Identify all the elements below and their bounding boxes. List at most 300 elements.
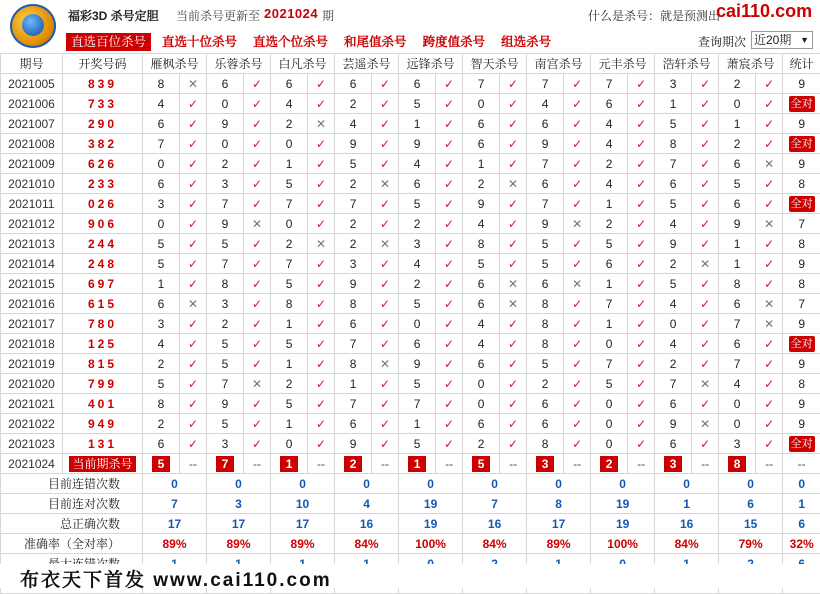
cross-icon: ✕ [372,354,399,374]
kill-value-cell: 9 [335,134,372,154]
kill-value-cell: 0 [271,134,308,154]
check-icon: ✓ [628,234,655,254]
kill-value-cell: 8 [335,294,372,314]
kill-value-cell: 6 [527,174,564,194]
kill-value-cell: 4 [591,174,628,194]
kill-value-cell: 4 [591,114,628,134]
kill-value-cell: 7 [463,74,500,94]
pending-cell: -- [180,454,207,474]
period-cell: 2021012 [1,214,63,234]
cross-icon: ✕ [564,214,591,234]
kill-value-cell: 2 [463,174,500,194]
current-kill-cell [527,454,564,474]
stats-value: 15 [719,514,783,534]
check-icon: ✓ [500,414,527,434]
kill-value-cell: 7 [527,194,564,214]
kill-value-cell: 6 [591,254,628,274]
kill-value-cell: 4 [143,334,180,354]
kill-value-cell: 3 [207,174,244,194]
kill-value-cell: 6 [143,294,180,314]
kill-value-cell: 6 [719,154,756,174]
period-select[interactable] [751,31,813,49]
kill-value-cell: 8 [463,234,500,254]
check-icon: ✓ [372,114,399,134]
kill-value-cell: 0 [207,94,244,114]
kill-value-cell: 6 [527,274,564,294]
draw-number-cell: 626 [63,154,143,174]
kill-value-cell: 6 [335,74,372,94]
stats-value: 0 [463,474,527,494]
kill-value-cell: 4 [591,134,628,154]
cross-icon: ✕ [756,314,783,334]
check-icon: ✓ [244,194,271,214]
kill-value-cell: 3 [399,234,436,254]
kill-value-cell: 8 [527,294,564,314]
stats-value: 4 [335,494,399,514]
stats-value: 0 [591,474,655,494]
check-icon: ✓ [564,254,591,274]
page-header [0,0,820,56]
kill-value-cell: 0 [719,414,756,434]
check-icon: ✓ [692,294,719,314]
table-row [1,174,820,194]
kill-value-cell: 1 [271,354,308,374]
kill-value-cell: 9 [527,134,564,154]
kill-value-cell: 6 [399,74,436,94]
kill-value-cell: 1 [719,234,756,254]
kill-value-cell: 3 [207,434,244,454]
stats-value: 6 [783,514,820,534]
period-cell: 2021019 [1,354,63,374]
check-icon: ✓ [756,134,783,154]
check-icon: ✓ [500,314,527,334]
stats-value: 100% [399,534,463,554]
kill-value-cell: 2 [463,434,500,454]
stats-value: 17 [527,514,591,534]
cross-icon: ✕ [308,114,335,134]
stats-row [1,494,820,514]
check-icon: ✓ [372,414,399,434]
kill-value-cell: 9 [207,114,244,134]
kill-value-cell: 1 [655,94,692,114]
draw-number-cell: 733 [63,94,143,114]
kill-value-cell: 2 [143,414,180,434]
pending-cell: -- [308,454,335,474]
kill-value-cell: 5 [143,374,180,394]
current-kill-value: 5 [152,456,170,472]
check-icon: ✓ [180,174,207,194]
stats-value: 0 [399,474,463,494]
check-icon: ✓ [756,414,783,434]
check-icon: ✓ [500,74,527,94]
check-icon: ✓ [692,334,719,354]
site-logo[interactable] [10,4,56,48]
kill-value-cell: 6 [655,434,692,454]
check-icon: ✓ [436,414,463,434]
check-icon: ✓ [308,94,335,114]
check-icon: ✓ [692,394,719,414]
stats-row [1,534,820,554]
kill-value-cell: 7 [719,354,756,374]
kill-value-cell: 7 [719,314,756,334]
check-icon: ✓ [692,174,719,194]
kill-value-cell: 1 [143,274,180,294]
stats-value: 16 [335,514,399,534]
stat-cell: -- [783,454,820,474]
cross-icon: ✕ [500,174,527,194]
stats-value: 100% [591,534,655,554]
draw-number-cell: 244 [63,234,143,254]
check-icon: ✓ [500,154,527,174]
period-cell: 2021018 [1,334,63,354]
kill-value-cell: 0 [463,394,500,414]
kill-value-cell: 0 [271,434,308,454]
check-icon: ✓ [244,434,271,454]
cross-icon: ✕ [308,234,335,254]
kill-value-cell: 8 [527,314,564,334]
kill-value-cell: 2 [655,254,692,274]
stats-value: 89% [271,534,335,554]
kill-value-cell: 5 [463,254,500,274]
pending-cell: -- [756,454,783,474]
kill-value-cell: 5 [271,334,308,354]
kill-value-cell: 7 [655,374,692,394]
stat-cell [783,94,820,114]
stat-cell: 9 [783,254,820,274]
stats-value: 1 [783,494,820,514]
kill-value-cell: 0 [591,414,628,434]
check-icon: ✓ [564,194,591,214]
check-icon: ✓ [500,134,527,154]
check-icon: ✓ [692,434,719,454]
check-icon: ✓ [628,334,655,354]
stats-value: 0 [719,474,783,494]
table-row [1,254,820,274]
check-icon: ✓ [308,214,335,234]
tab-kill-type[interactable]: 和尾值杀号 [339,33,412,51]
kill-value-cell: 6 [335,314,372,334]
stat-cell [783,194,820,214]
check-icon: ✓ [756,114,783,134]
stats-value: 19 [399,494,463,514]
check-icon: ✓ [244,174,271,194]
kill-value-cell: 7 [591,354,628,374]
check-icon: ✓ [180,414,207,434]
check-icon: ✓ [180,154,207,174]
check-icon: ✓ [308,194,335,214]
period-cell: 2021021 [1,394,63,414]
kill-value-cell: 0 [591,394,628,414]
current-kill-value: 2 [600,456,618,472]
kill-value-cell: 6 [335,414,372,434]
kill-value-cell: 9 [463,194,500,214]
check-icon: ✓ [436,94,463,114]
header-expert: 白凡杀号 [271,54,335,74]
period-cell: 2021013 [1,234,63,254]
check-icon: ✓ [628,154,655,174]
check-icon: ✓ [756,94,783,114]
update-label: 当前杀号更新至 [176,7,260,24]
cross-icon: ✕ [500,274,527,294]
draw-number-cell: 799 [63,374,143,394]
kill-value-cell: 2 [719,74,756,94]
kill-value-cell: 7 [527,154,564,174]
kill-value-cell: 8 [143,394,180,414]
kill-value-cell: 0 [591,434,628,454]
check-icon: ✓ [180,114,207,134]
check-icon: ✓ [628,134,655,154]
kill-value-cell: 4 [527,94,564,114]
draw-number-cell: 248 [63,254,143,274]
cross-icon: ✕ [564,274,591,294]
check-icon: ✓ [564,74,591,94]
header-stats: 统计 [783,54,820,74]
tagline: 什么是杀号：就是预测出 [588,7,720,24]
check-icon: ✓ [244,274,271,294]
stats-label: 准确率（全对率） [1,534,143,554]
stat-cell: 7 [783,214,820,234]
kill-value-cell: 2 [655,354,692,374]
table-row [1,434,820,454]
kill-value-cell: 7 [527,74,564,94]
kill-value-cell: 6 [463,274,500,294]
check-icon: ✓ [628,114,655,134]
check-icon: ✓ [628,274,655,294]
header-expert: 浩轩杀号 [655,54,719,74]
kill-value-cell: 6 [271,74,308,94]
kill-value-cell: 7 [591,74,628,94]
stat-cell: 8 [783,234,820,254]
kill-value-cell: 5 [655,194,692,214]
kill-value-cell: 3 [719,434,756,454]
check-icon: ✓ [564,414,591,434]
check-icon: ✓ [628,314,655,334]
kill-value-cell: 0 [719,394,756,414]
check-icon: ✓ [372,274,399,294]
check-icon: ✓ [372,74,399,94]
table-row [1,114,820,134]
check-icon: ✓ [564,334,591,354]
all-correct-badge: 全对 [789,436,815,452]
table-row [1,294,820,314]
tab-kill-type[interactable]: 组选杀号 [496,33,556,51]
pending-cell: -- [628,454,655,474]
stat-cell: 9 [783,74,820,94]
period-cell: 2021020 [1,374,63,394]
check-icon: ✓ [628,414,655,434]
check-icon: ✓ [628,294,655,314]
kill-value-cell: 3 [143,314,180,334]
current-kill-value: 1 [408,456,426,472]
check-icon: ✓ [436,194,463,214]
draw-number-cell: 401 [63,394,143,414]
stats-value: 10 [271,494,335,514]
check-icon: ✓ [180,354,207,374]
stat-cell [783,134,820,154]
stat-cell: 9 [783,354,820,374]
kill-value-cell: 9 [655,414,692,434]
stats-value: 0 [655,474,719,494]
check-icon: ✓ [308,154,335,174]
kill-value-cell: 3 [335,254,372,274]
check-icon: ✓ [628,94,655,114]
kill-value-cell: 2 [719,134,756,154]
table-row [1,74,820,94]
cross-icon: ✕ [244,214,271,234]
kill-value-cell: 9 [527,214,564,234]
tab-kill-type[interactable]: 直选个位杀号 [248,33,333,51]
kill-value-cell: 5 [207,234,244,254]
check-icon: ✓ [244,294,271,314]
update-unit: 期 [322,7,334,24]
period-cell: 2021024 [1,454,63,474]
check-icon: ✓ [372,374,399,394]
current-kill-value: 2 [344,456,362,472]
draw-number-cell: 026 [63,194,143,214]
check-icon: ✓ [564,434,591,454]
kill-value-cell: 6 [655,394,692,414]
kill-value-cell: 6 [143,114,180,134]
kill-value-cell: 5 [399,94,436,114]
header-expert: 萧宸杀号 [719,54,783,74]
check-icon: ✓ [756,174,783,194]
kill-value-cell: 2 [591,214,628,234]
tab-kill-type[interactable]: 跨度值杀号 [418,33,491,51]
kill-value-cell: 6 [463,354,500,374]
tab-kill-type[interactable]: 直选十位杀号 [157,33,242,51]
stats-label: 目前连对次数 [1,494,143,514]
kill-value-cell: 5 [591,374,628,394]
check-icon: ✓ [436,134,463,154]
kill-value-cell: 5 [399,434,436,454]
check-icon: ✓ [180,374,207,394]
kill-value-cell: 6 [591,94,628,114]
check-icon: ✓ [372,254,399,274]
check-icon: ✓ [692,194,719,214]
period-cell: 2021005 [1,74,63,94]
kill-value-cell: 9 [719,214,756,234]
current-kill-value: 1 [280,456,298,472]
check-icon: ✓ [436,254,463,274]
draw-number-cell: 949 [63,414,143,434]
check-icon: ✓ [692,314,719,334]
kill-value-cell: 4 [335,114,372,134]
check-icon: ✓ [500,214,527,234]
stat-cell: 8 [783,374,820,394]
kill-value-cell: 2 [271,114,308,134]
kill-value-cell: 5 [143,254,180,274]
current-kill-cell [719,454,756,474]
kill-value-cell: 5 [655,114,692,134]
check-icon: ✓ [628,254,655,274]
check-icon: ✓ [756,434,783,454]
kill-value-cell: 5 [207,334,244,354]
check-icon: ✓ [180,274,207,294]
kill-value-cell: 0 [463,94,500,114]
table-row [1,314,820,334]
table-row [1,154,820,174]
check-icon: ✓ [244,414,271,434]
period-cell: 2021015 [1,274,63,294]
table-row [1,94,820,114]
stat-cell: 9 [783,414,820,434]
kill-value-cell: 9 [335,434,372,454]
chevron-down-icon: ▼ [800,32,809,48]
stats-value: 84% [463,534,527,554]
table-row [1,414,820,434]
tab-kill-type[interactable]: 直选百位杀号 [66,33,151,51]
stats-value: 6 [719,494,783,514]
kill-value-cell: 6 [399,174,436,194]
site-brand-link[interactable]: cai110.com [716,1,812,22]
stats-value: 7 [463,494,527,514]
kill-value-cell: 4 [399,254,436,274]
kill-value-cell: 3 [207,294,244,314]
kill-value-cell: 6 [143,434,180,454]
kill-value-cell: 6 [399,334,436,354]
pending-cell: -- [372,454,399,474]
check-icon: ✓ [628,354,655,374]
kill-value-cell: 9 [207,394,244,414]
check-icon: ✓ [180,94,207,114]
check-icon: ✓ [372,394,399,414]
kill-value-cell: 1 [719,114,756,134]
kill-value-cell: 5 [527,354,564,374]
check-icon: ✓ [372,94,399,114]
check-icon: ✓ [564,134,591,154]
kill-value-cell: 5 [655,274,692,294]
all-correct-badge: 全对 [789,196,815,212]
kill-value-cell: 1 [399,414,436,434]
kill-value-cell: 5 [719,174,756,194]
draw-number-cell: 233 [63,174,143,194]
kill-value-cell: 1 [271,154,308,174]
stat-cell [783,434,820,454]
stats-label: 目前连错次数 [1,474,143,494]
draw-number-cell: 697 [63,274,143,294]
kill-value-cell: 4 [719,374,756,394]
kill-value-cell: 7 [591,294,628,314]
header-expert: 芸遥杀号 [335,54,399,74]
check-icon: ✓ [692,94,719,114]
kill-value-cell: 7 [335,334,372,354]
header-expert: 远锋杀号 [399,54,463,74]
check-icon: ✓ [180,334,207,354]
cross-icon: ✕ [692,414,719,434]
all-correct-badge: 全对 [789,136,815,152]
stats-row [1,474,820,494]
check-icon: ✓ [564,354,591,374]
check-icon: ✓ [372,214,399,234]
kill-value-cell: 7 [207,254,244,274]
check-icon: ✓ [628,74,655,94]
period-cell: 2021011 [1,194,63,214]
kill-value-cell: 8 [719,274,756,294]
kill-value-cell: 4 [655,334,692,354]
kill-value-cell: 7 [271,194,308,214]
check-icon: ✓ [756,74,783,94]
draw-number-cell: 125 [63,334,143,354]
kill-value-cell: 4 [143,94,180,114]
kill-value-cell: 3 [655,74,692,94]
table-row [1,394,820,414]
header-expert: 乐蓉杀号 [207,54,271,74]
check-icon: ✓ [436,154,463,174]
period-cell: 2021009 [1,154,63,174]
check-icon: ✓ [436,354,463,374]
check-icon: ✓ [436,294,463,314]
stats-value: 17 [143,514,207,534]
